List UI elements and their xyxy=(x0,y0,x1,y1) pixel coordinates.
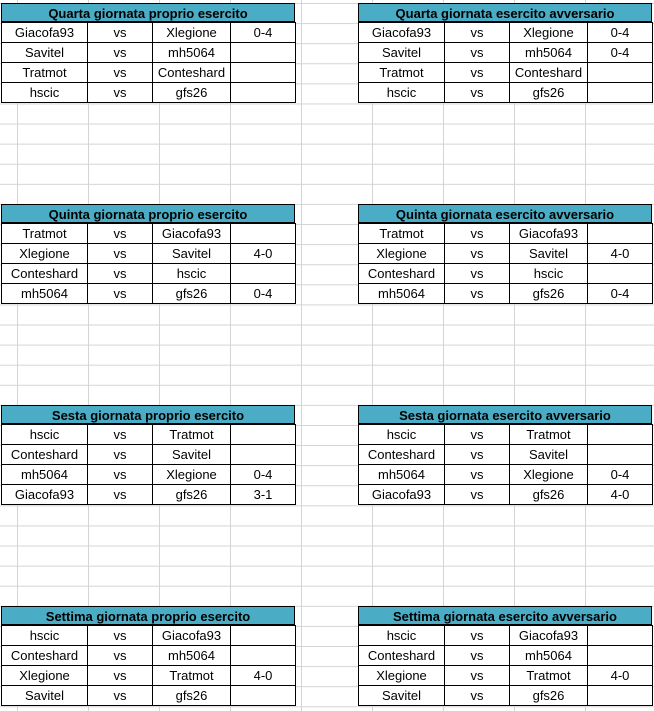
cell-vs[interactable]: vs xyxy=(88,485,153,505)
cell-home[interactable]: Conteshard xyxy=(2,445,88,465)
cell-vs[interactable]: vs xyxy=(88,646,153,666)
cell-home[interactable]: Tratmot xyxy=(359,63,445,83)
cell-home[interactable]: Conteshard xyxy=(359,264,445,284)
cell-vs[interactable]: vs xyxy=(88,244,153,264)
match-table xyxy=(1,424,296,505)
table-row xyxy=(359,686,653,706)
cell-vs[interactable]: vs xyxy=(445,43,510,63)
cell-score[interactable]: 0-4 xyxy=(231,465,296,485)
match-table-sesta-avversario xyxy=(358,405,652,505)
cell-score[interactable]: 0-4 xyxy=(588,23,653,43)
table-row xyxy=(2,43,296,63)
cell-score[interactable] xyxy=(231,646,296,666)
cell-away[interactable]: Savitel xyxy=(153,445,231,465)
cell-score[interactable] xyxy=(588,83,653,103)
cell-score[interactable] xyxy=(231,445,296,465)
cell-away[interactable]: Savitel xyxy=(153,244,231,264)
cell-vs[interactable]: vs xyxy=(445,425,510,445)
table-row xyxy=(359,485,653,505)
cell-vs[interactable]: vs xyxy=(445,485,510,505)
table-row xyxy=(359,666,653,686)
cell-score[interactable]: 0-4 xyxy=(588,465,653,485)
cell-away[interactable]: Giacofa93 xyxy=(510,224,588,244)
cell-home[interactable]: Xlegione xyxy=(359,666,445,686)
cell-away[interactable]: Tratmot xyxy=(153,666,231,686)
cell-vs[interactable]: vs xyxy=(88,224,153,244)
match-table xyxy=(358,625,653,706)
table-row xyxy=(2,626,296,646)
cell-away[interactable]: Tratmot xyxy=(153,425,231,445)
cell-score[interactable] xyxy=(231,264,296,284)
table-row xyxy=(359,465,653,485)
cell-score[interactable] xyxy=(588,425,653,445)
cell-vs[interactable]: vs xyxy=(445,646,510,666)
cell-home[interactable]: hscic xyxy=(2,425,88,445)
table-header[interactable]: Quinta giornata esercito avversario xyxy=(358,204,652,223)
table-row xyxy=(2,244,296,264)
cell-score[interactable] xyxy=(231,224,296,244)
table-row xyxy=(359,626,653,646)
cell-score[interactable] xyxy=(588,445,653,465)
table-row xyxy=(359,646,653,666)
cell-home[interactable]: hscic xyxy=(2,626,88,646)
cell-home[interactable]: mh5064 xyxy=(2,284,88,304)
match-table xyxy=(358,22,653,103)
cell-home[interactable]: Xlegione xyxy=(359,244,445,264)
cell-score[interactable]: 4-0 xyxy=(231,244,296,264)
table-row xyxy=(2,686,296,706)
cell-home[interactable]: Giacofa93 xyxy=(2,485,88,505)
cell-vs[interactable]: vs xyxy=(88,626,153,646)
cell-score[interactable] xyxy=(588,626,653,646)
cell-home[interactable]: Savitel xyxy=(2,686,88,706)
cell-home[interactable]: hscic xyxy=(2,83,88,103)
table-row xyxy=(2,63,296,83)
match-table-settima-avversario xyxy=(358,606,652,706)
table-row xyxy=(359,445,653,465)
cell-vs[interactable]: vs xyxy=(445,63,510,83)
cell-home[interactable]: Savitel xyxy=(2,43,88,63)
cell-vs[interactable]: vs xyxy=(445,224,510,244)
table-row xyxy=(359,284,653,304)
cell-score[interactable] xyxy=(588,224,653,244)
cell-away[interactable]: gfs26 xyxy=(510,83,588,103)
cell-vs[interactable]: vs xyxy=(445,465,510,485)
cell-away[interactable]: gfs26 xyxy=(510,284,588,304)
table-row xyxy=(2,264,296,284)
cell-away[interactable]: Tratmot xyxy=(510,666,588,686)
cell-away[interactable]: Conteshard xyxy=(510,63,588,83)
table-header[interactable]: Settima giornata proprio esercito xyxy=(1,606,295,625)
match-table-quarta-avversario xyxy=(358,3,652,103)
cell-vs[interactable]: vs xyxy=(445,686,510,706)
table-row xyxy=(2,83,296,103)
table-row xyxy=(2,666,296,686)
table-row xyxy=(359,264,653,284)
cell-away[interactable]: Savitel xyxy=(510,445,588,465)
table-row xyxy=(359,43,653,63)
cell-away[interactable]: Giacofa93 xyxy=(510,626,588,646)
cell-score[interactable] xyxy=(588,63,653,83)
cell-vs[interactable]: vs xyxy=(88,43,153,63)
cell-score[interactable] xyxy=(231,43,296,63)
table-row xyxy=(359,23,653,43)
match-table-sesta-proprio xyxy=(1,405,295,505)
cell-away[interactable]: mh5064 xyxy=(153,646,231,666)
cell-vs[interactable]: vs xyxy=(88,63,153,83)
cell-home[interactable]: mh5064 xyxy=(359,284,445,304)
cell-home[interactable]: Xlegione xyxy=(2,666,88,686)
cell-away[interactable]: Xlegione xyxy=(153,23,231,43)
cell-score[interactable] xyxy=(231,626,296,646)
cell-score[interactable]: 3-1 xyxy=(231,485,296,505)
table-row xyxy=(2,646,296,666)
cell-vs[interactable]: vs xyxy=(445,445,510,465)
cell-score[interactable] xyxy=(231,686,296,706)
cell-away[interactable]: Xlegione xyxy=(153,465,231,485)
table-row xyxy=(2,425,296,445)
cell-vs[interactable]: vs xyxy=(88,445,153,465)
table-row xyxy=(2,465,296,485)
table-row xyxy=(2,23,296,43)
cell-away[interactable]: mh5064 xyxy=(153,43,231,63)
cell-away[interactable]: gfs26 xyxy=(510,686,588,706)
match-table xyxy=(1,223,296,304)
cell-home[interactable]: Conteshard xyxy=(2,264,88,284)
match-table-quinta-avversario xyxy=(358,204,652,304)
cell-vs[interactable]: vs xyxy=(88,465,153,485)
table-header[interactable]: Quarta giornata proprio esercito xyxy=(1,3,295,22)
cell-score[interactable]: 4-0 xyxy=(588,244,653,264)
table-row xyxy=(359,83,653,103)
cell-vs[interactable]: vs xyxy=(88,666,153,686)
cell-score[interactable]: 4-0 xyxy=(588,666,653,686)
cell-away[interactable]: gfs26 xyxy=(153,284,231,304)
cell-vs[interactable]: vs xyxy=(445,666,510,686)
cell-away[interactable]: gfs26 xyxy=(153,83,231,103)
cell-score[interactable] xyxy=(588,686,653,706)
cell-away[interactable]: gfs26 xyxy=(153,686,231,706)
cell-home[interactable]: Giacofa93 xyxy=(2,23,88,43)
table-header[interactable]: Sesta giornata esercito avversario xyxy=(358,405,652,424)
match-table-settima-proprio xyxy=(1,606,295,706)
table-row xyxy=(359,425,653,445)
table-row xyxy=(2,224,296,244)
cell-home[interactable]: mh5064 xyxy=(359,465,445,485)
cell-vs[interactable]: vs xyxy=(445,284,510,304)
cell-score[interactable]: 4-0 xyxy=(588,485,653,505)
match-table-quarta-proprio xyxy=(1,3,295,103)
cell-away[interactable]: Savitel xyxy=(510,244,588,264)
table-header[interactable]: Quinta giornata proprio esercito xyxy=(1,204,295,223)
cell-away[interactable]: mh5064 xyxy=(510,646,588,666)
cell-vs[interactable]: vs xyxy=(445,626,510,646)
cell-score[interactable] xyxy=(231,425,296,445)
cell-score[interactable]: 0-4 xyxy=(588,43,653,63)
cell-home[interactable]: Savitel xyxy=(359,43,445,63)
cell-away[interactable]: gfs26 xyxy=(510,485,588,505)
cell-away[interactable]: hscic xyxy=(510,264,588,284)
cell-home[interactable]: hscic xyxy=(359,626,445,646)
cell-vs[interactable]: vs xyxy=(445,23,510,43)
table-row xyxy=(359,63,653,83)
cell-home[interactable]: Tratmot xyxy=(2,63,88,83)
cell-vs[interactable]: vs xyxy=(88,284,153,304)
cell-home[interactable]: Giacofa93 xyxy=(359,23,445,43)
cell-score[interactable] xyxy=(588,264,653,284)
match-table xyxy=(358,223,653,304)
cell-away[interactable]: gfs26 xyxy=(153,485,231,505)
cell-vs[interactable]: vs xyxy=(445,264,510,284)
cell-away[interactable]: Conteshard xyxy=(153,63,231,83)
cell-vs[interactable]: vs xyxy=(88,264,153,284)
table-row xyxy=(2,284,296,304)
cell-home[interactable]: Conteshard xyxy=(359,445,445,465)
cell-away[interactable]: Giacofa93 xyxy=(153,224,231,244)
cell-home[interactable]: hscic xyxy=(359,425,445,445)
cell-home[interactable]: mh5064 xyxy=(2,465,88,485)
cell-vs[interactable]: vs xyxy=(88,425,153,445)
match-table xyxy=(1,625,296,706)
cell-home[interactable]: Tratmot xyxy=(2,224,88,244)
table-row xyxy=(2,445,296,465)
cell-score[interactable] xyxy=(231,83,296,103)
cell-score[interactable] xyxy=(588,646,653,666)
match-table-quinta-proprio xyxy=(1,204,295,304)
cell-away[interactable]: Xlegione xyxy=(510,465,588,485)
cell-home[interactable]: Savitel xyxy=(359,686,445,706)
cell-away[interactable]: hscic xyxy=(153,264,231,284)
table-row xyxy=(359,224,653,244)
cell-home[interactable]: Tratmot xyxy=(359,224,445,244)
cell-away[interactable]: Tratmot xyxy=(510,425,588,445)
cell-away[interactable]: Xlegione xyxy=(510,23,588,43)
cell-away[interactable]: mh5064 xyxy=(510,43,588,63)
cell-score[interactable]: 0-4 xyxy=(231,284,296,304)
cell-score[interactable]: 0-4 xyxy=(588,284,653,304)
table-row xyxy=(359,244,653,264)
match-table xyxy=(1,22,296,103)
cell-vs[interactable]: vs xyxy=(88,686,153,706)
cell-home[interactable]: hscic xyxy=(359,83,445,103)
cell-home[interactable]: Xlegione xyxy=(2,244,88,264)
cell-score[interactable]: 4-0 xyxy=(231,666,296,686)
table-header[interactable]: Quarta giornata esercito avversario xyxy=(358,3,652,22)
cell-home[interactable]: Conteshard xyxy=(2,646,88,666)
table-row xyxy=(2,485,296,505)
cell-vs[interactable]: vs xyxy=(445,83,510,103)
cell-away[interactable]: Giacofa93 xyxy=(153,626,231,646)
cell-home[interactable]: Conteshard xyxy=(359,646,445,666)
match-table xyxy=(358,424,653,505)
table-header[interactable]: Settima giornata esercito avversario xyxy=(358,606,652,625)
cell-score[interactable]: 0-4 xyxy=(231,23,296,43)
cell-vs[interactable]: vs xyxy=(88,23,153,43)
cell-vs[interactable]: vs xyxy=(88,83,153,103)
cell-vs[interactable]: vs xyxy=(445,244,510,264)
table-header[interactable]: Sesta giornata proprio esercito xyxy=(1,405,295,424)
cell-home[interactable]: Giacofa93 xyxy=(359,485,445,505)
cell-score[interactable] xyxy=(231,63,296,83)
